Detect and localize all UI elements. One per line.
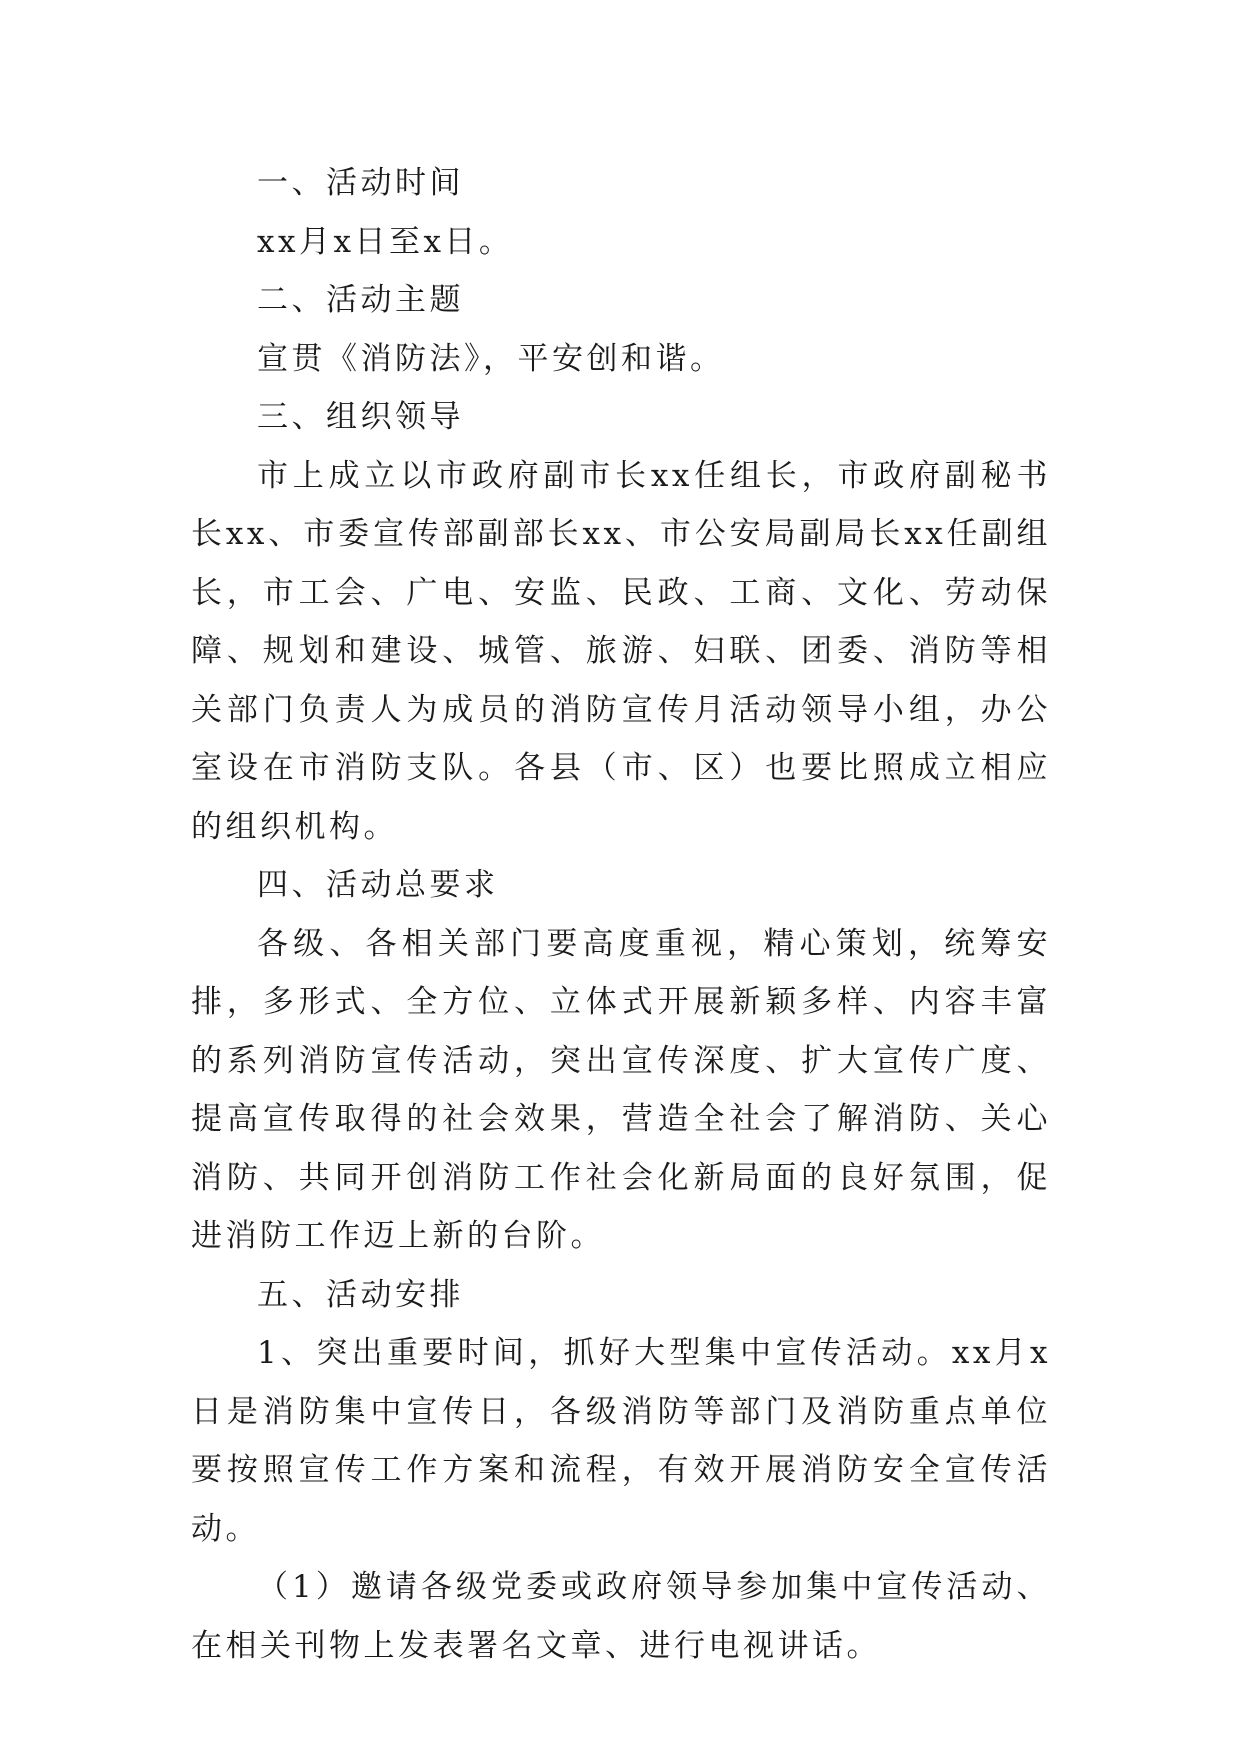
- heading-general-requirements: 四、活动总要求: [257, 867, 499, 903]
- heading-organization: 三、组织领导: [257, 399, 464, 435]
- paragraph-activity-theme: 宣贯《消防法》，平安创和谐。: [257, 340, 725, 377]
- paragraph-general-requirements: 各级、各相关部门要高度重视，精心策划，统筹安排，多形式、全方位、立体式开展新颖多样、内容丰富的系列消防宣传活动，突出宣传深度、扩大宣传广度、提高宣传取得的社会效果，营造全社会了解消防、关心消防、共同开创消防工作社会化新局面的良好氛围，促进消防工作迈上新的台阶。: [191, 925, 1051, 1254]
- document-body: [191, 154, 1051, 1675]
- paragraph-organization: 市上成立以市政府副市长xx任组长，市政府副秘书长xx、市委宣传部副部长xx、市公安局副局长xx任副组长，市工会、广电、安监、民政、工商、文化、劳动保障、规划和建设、城管、旅游、妇联、团委、消防等相关部门负责人为成员的消防宣传月活动领导小组，办公室设在市消防支队。各县（市、区）也要比照成立相应的组织机构。: [191, 457, 1051, 845]
- paragraph-arrangement-subitem-1: （1）邀请各级党委或政府领导参加集中宣传活动、在相关刊物上发表署名文章、进行电视讲话。: [191, 1569, 1051, 1664]
- heading-activity-time: 一、活动时间: [257, 165, 464, 201]
- heading-activity-theme: 二、活动主题: [257, 282, 464, 318]
- heading-activity-arrangement: 五、活动安排: [257, 1276, 464, 1313]
- paragraph-arrangement-item-1: 1、突出重要时间，抓好大型集中宣传活动。xx月x日是消防集中宣传日，各级消防等部门及消防重点单位要按照宣传工作方案和流程，有效开展消防安全宣传活动。: [191, 1335, 1051, 1547]
- paragraph-activity-date: xx月x日至x日。: [257, 223, 514, 260]
